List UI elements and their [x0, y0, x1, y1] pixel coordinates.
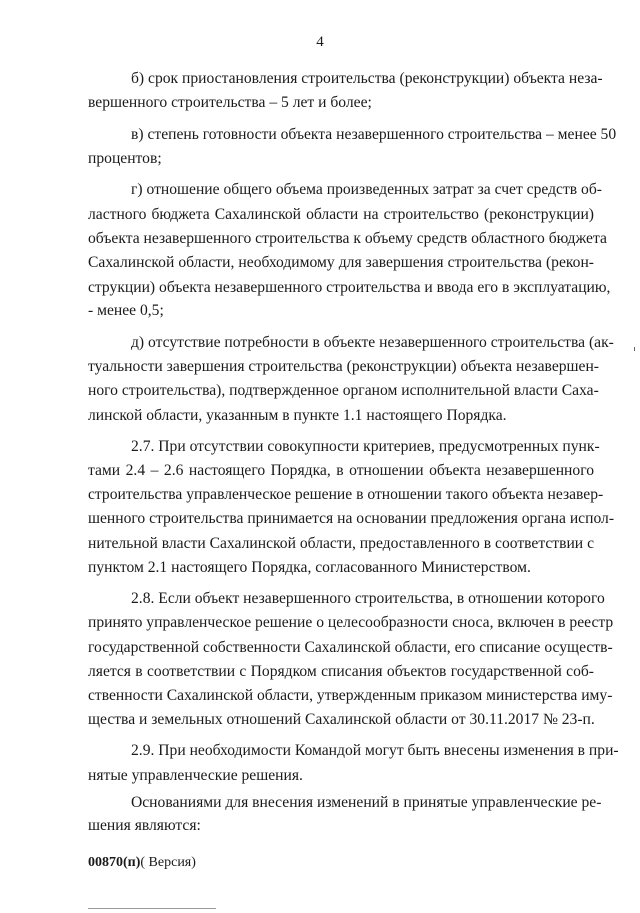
text-line: шения являются: [88, 817, 201, 835]
text-line: 2.8. Если объект незавершенного строительства, в отношении которого [131, 589, 605, 607]
text-line: процентов; [88, 150, 162, 168]
text-line: строительства управленческое решение в отношении такого объекта незавер- [88, 486, 604, 504]
text-line: тами 2.4 – 2.6 настоящего Порядка, в отношении объекта незавершенного [88, 461, 594, 479]
text-line: нятые управленческие решения. [88, 766, 303, 784]
text-line: вершенного строительства – 5 лет и более; [88, 94, 372, 112]
text-line: д) отсутствие потребности в объекте незавершенного строительства (ак- [131, 333, 614, 351]
text-line: ляется в соответствии с Порядком списания объектов государственной соб- [88, 662, 594, 680]
text-line: б) срок приостановления строительства (реконструкции) объекта неза- [131, 70, 603, 87]
document-code-number: 00870(п) [88, 855, 141, 870]
text-line: ственности Сахалинской области, утвержденным приказом министерства иму- [88, 687, 613, 705]
document-code [88, 855, 196, 871]
text-line: принято управленческое решение о целесообразности сноса, включен в реестр [88, 614, 614, 632]
margin-mark [634, 347, 635, 351]
page-number: 4 [316, 34, 324, 50]
text-line: - менее 0,5; [88, 301, 164, 319]
text-line: нительной власти Сахалинской области, предоставленного в соответствии с [88, 534, 594, 552]
text-line: в) степень готовности объекта незавершенного строительства – менее 50 [131, 126, 617, 144]
text-line: ного строительства), подтвержденное органом исполнительной власти Саха- [88, 382, 599, 400]
text-line: струкции) объекта незавершенного строительства и ввода его в эксплуатацию, [88, 278, 611, 296]
text-line: 2.7. При отсутствии совокупности критериев, предусмотренных пунк- [131, 437, 600, 455]
text-line: объекта незавершенного строительства к объему средств областного бюджета [88, 229, 607, 247]
text-line: ластного бюджета Сахалинской области на строительство (реконструкции) [88, 205, 594, 223]
text-line: пунктом 2.1 настоящего Порядка, согласованного Министерством. [88, 559, 531, 576]
text-line: Основаниями для внесения изменений в принятые управленческие ре- [131, 793, 602, 811]
bottom-rule [88, 908, 216, 909]
text-line: шенного строительства принимается на основании предложения органа испол- [88, 510, 615, 528]
text-line: щества и земельных отношений Сахалинской области от 30.11.2017 № 23-п. [88, 711, 595, 729]
document-version: ( Версия) [140, 855, 196, 870]
text-line: туальности завершения строительства (реконструкции) объекта незавершен- [88, 358, 599, 375]
text-line: Сахалинской области, необходимому для завершения строительства (рекон- [88, 254, 594, 272]
text-line: г) отношение общего объема произведенных затрат за счет средств об- [131, 181, 602, 199]
text-line: 2.9. При необходимости Командой могут быть внесены изменения в при- [131, 742, 619, 760]
text-line: линской области, указанным в пункте 1.1 настоящего Порядка. [88, 406, 507, 424]
text-line: государственной собственности Сахалинской области, его списание осуществ- [88, 638, 613, 656]
